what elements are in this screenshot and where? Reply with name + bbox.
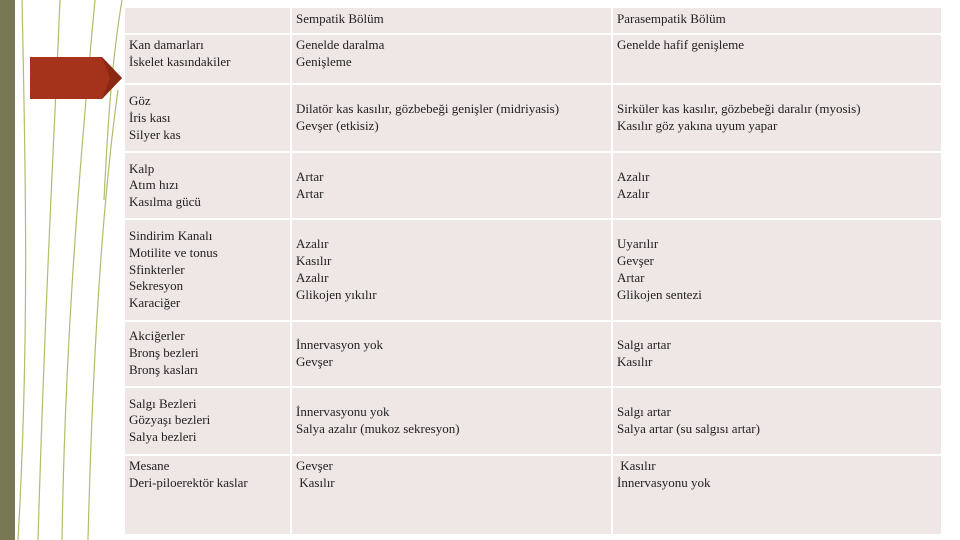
sempatik-line: Salya azalır (mukoz sekresyon) <box>296 420 460 436</box>
organ-line: Deri-piloerektör kaslar <box>129 474 248 490</box>
sempatik-cell <box>291 84 612 152</box>
organ-cell <box>124 321 291 387</box>
sempatik-cell <box>291 34 612 84</box>
sempatik-cell <box>291 321 612 387</box>
table-row <box>124 455 942 535</box>
parasempatik-cell <box>612 152 942 219</box>
organ-line: Bronş kasları <box>129 362 198 378</box>
parasempatik-line: Kasılır <box>617 457 656 473</box>
parasempatik-line: Genelde hafif genişleme <box>617 37 745 53</box>
organ-line: Karaciğer <box>129 295 181 311</box>
table-row <box>124 152 942 219</box>
parasempatik-line: Uyarılır <box>617 236 659 252</box>
organ-cell <box>124 34 291 84</box>
parasempatik-line: Kasılır göz yakına uyum yapar <box>617 118 778 134</box>
deco-line <box>104 0 122 200</box>
sempatik-cell <box>291 152 612 219</box>
parasempatik-cell <box>612 387 942 455</box>
organ-line: Göz <box>129 93 151 108</box>
header-cell-organ <box>124 7 291 34</box>
sempatik-line: Azalır <box>296 269 329 285</box>
organ-cell <box>124 152 291 219</box>
sempatik-line: Dilatör kas kasılır, gözbebeği genişler (midriyasis) <box>296 101 560 117</box>
sempatik-line: Kasılır <box>296 253 332 269</box>
sempatik-line: Glikojen yıkılır <box>296 286 377 302</box>
organ-line: Sfinkterler <box>129 261 185 277</box>
organ-line: Kalp <box>129 160 155 176</box>
sempatik-line: Artar <box>296 169 324 185</box>
organ-line: İris kası <box>129 109 171 125</box>
organ-cell <box>124 387 291 455</box>
parasempatik-line: İnnervasyonu yok <box>617 474 711 490</box>
parasempatik-line: Azalır <box>617 169 650 185</box>
parasempatik-line: Kasılır <box>617 353 653 369</box>
organ-line: Akciğerler <box>129 328 185 344</box>
organ-line: Sekresyon <box>129 278 184 294</box>
organ-line: Sindirim Kanalı <box>129 227 213 243</box>
sempatik-cell <box>291 219 612 320</box>
sempatik-cell <box>291 387 612 455</box>
table-row <box>124 387 942 455</box>
organ-line: Gözyaşı bezleri <box>129 412 211 428</box>
parasempatik-cell <box>612 34 942 84</box>
table-row <box>124 34 942 84</box>
parasempatik-line: Salya artar (su salgısı artar) <box>617 420 760 436</box>
sempatik-line: Genişleme <box>296 53 352 69</box>
parasempatik-cell <box>612 455 942 535</box>
parasempatik-line: Glikojen sentezi <box>617 286 702 302</box>
organ-line: Mesane <box>129 457 170 473</box>
table-row <box>124 219 942 320</box>
comparison-table <box>123 6 943 536</box>
sempatik-line: İnnervasyonu yok <box>296 403 390 419</box>
deco-line <box>88 90 118 540</box>
table-body <box>124 34 942 535</box>
parasempatik-line: Salgı artar <box>617 336 671 352</box>
organ-line: Kan damarları <box>129 37 204 53</box>
organ-line: Silyer kas <box>129 126 181 142</box>
organ-cell <box>124 455 291 535</box>
organ-cell <box>124 84 291 152</box>
sempatik-line: Gevşer (etkisiz) <box>296 118 379 134</box>
sempatik-line: Gevşer <box>296 457 333 473</box>
table-header-row <box>124 7 942 34</box>
header-cell-sempatik: Sempatik Bölüm <box>291 7 612 34</box>
header-cell-parasempatik: Parasempatik Bölüm <box>612 7 942 34</box>
organ-line: Motilite ve tonus <box>129 244 218 260</box>
organ-line: Kasılma gücü <box>129 194 201 210</box>
parasempatik-line: Azalır <box>617 185 650 201</box>
parasempatik-line: Artar <box>617 269 645 285</box>
parasempatik-line: Sirküler kas kasılır, gözbebeği daralır (myosis) <box>617 101 861 117</box>
deco-line <box>18 0 26 540</box>
parasempatik-line: Gevşer <box>617 253 654 269</box>
sempatik-line: Gevşer <box>296 353 333 369</box>
table-row <box>124 321 942 387</box>
parasempatik-cell <box>612 321 942 387</box>
organ-line: Atım hızı <box>129 177 179 193</box>
parasempatik-line: Salgı artar <box>617 403 671 419</box>
organ-line: Bronş bezleri <box>129 345 199 361</box>
sempatik-line: Kasılır <box>296 474 335 490</box>
sempatik-line: İnnervasyon yok <box>296 336 384 352</box>
sempatik-cell <box>291 455 612 535</box>
red-banner-shape <box>30 57 122 99</box>
parasempatik-cell <box>612 84 942 152</box>
organ-line: Salgı Bezleri <box>129 395 197 411</box>
organ-line: Salya bezleri <box>129 429 197 445</box>
sempatik-line: Artar <box>296 185 324 201</box>
organ-cell <box>124 219 291 320</box>
table-row <box>124 84 942 152</box>
parasempatik-cell <box>612 219 942 320</box>
sempatik-line: Genelde daralma <box>296 37 385 53</box>
sempatik-line: Azalır <box>296 236 329 252</box>
organ-line: İskelet kasındakiler <box>129 53 231 69</box>
